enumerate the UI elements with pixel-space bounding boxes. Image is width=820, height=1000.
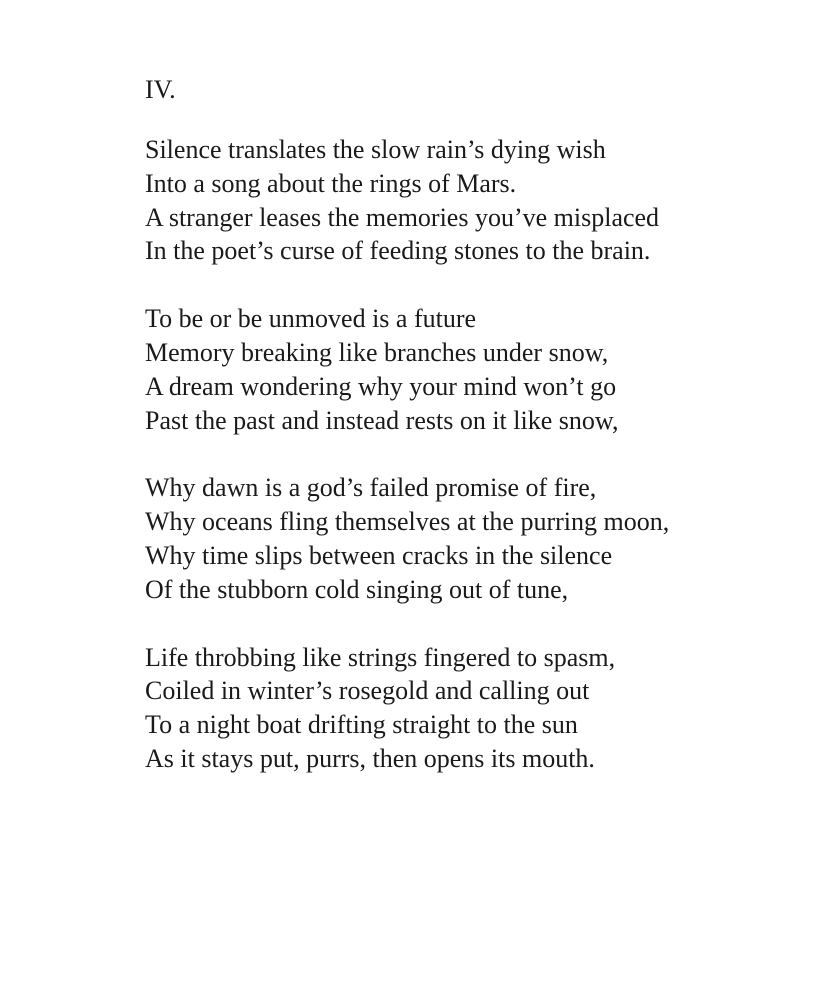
poem-line: Memory breaking like branches under snow, bbox=[145, 337, 609, 367]
poem-line: In the poet’s curse of feeding stones to the brain. bbox=[145, 236, 651, 266]
stanza-3 bbox=[145, 471, 669, 606]
poem-line: Why oceans fling themselves at the purring moon, bbox=[145, 507, 670, 537]
stanza-4 bbox=[145, 641, 669, 776]
poem-line: To a night boat drifting straight to the sun bbox=[145, 710, 578, 740]
stanza-1 bbox=[145, 133, 669, 268]
poem-line: A dream wondering why your mind won’t go bbox=[145, 371, 617, 401]
poem-line: Life throbbing like strings fingered to spasm, bbox=[145, 642, 616, 672]
poem-page bbox=[145, 73, 669, 810]
poem-line: Why dawn is a god’s failed promise of fire, bbox=[145, 473, 597, 503]
poem-line: Coiled in winter’s rosegold and calling out bbox=[145, 676, 590, 706]
poem-line: Why time slips between cracks in the silence bbox=[145, 540, 613, 570]
poem-line: Of the stubborn cold singing out of tune, bbox=[145, 574, 569, 604]
stanza-2 bbox=[145, 302, 669, 437]
poem-line: As it stays put, purrs, then opens its mouth. bbox=[145, 743, 595, 773]
poem-line: To be or be unmoved is a future bbox=[145, 304, 477, 334]
poem-line: Into a song about the rings of Mars. bbox=[145, 168, 517, 198]
poem-line: A stranger leases the memories you’ve misplaced bbox=[145, 202, 660, 232]
poem-line: Past the past and instead rests on it like snow, bbox=[145, 405, 619, 435]
poem-line: Silence translates the slow rain’s dying wish bbox=[145, 135, 606, 164]
section-title: IV. bbox=[145, 75, 176, 104]
